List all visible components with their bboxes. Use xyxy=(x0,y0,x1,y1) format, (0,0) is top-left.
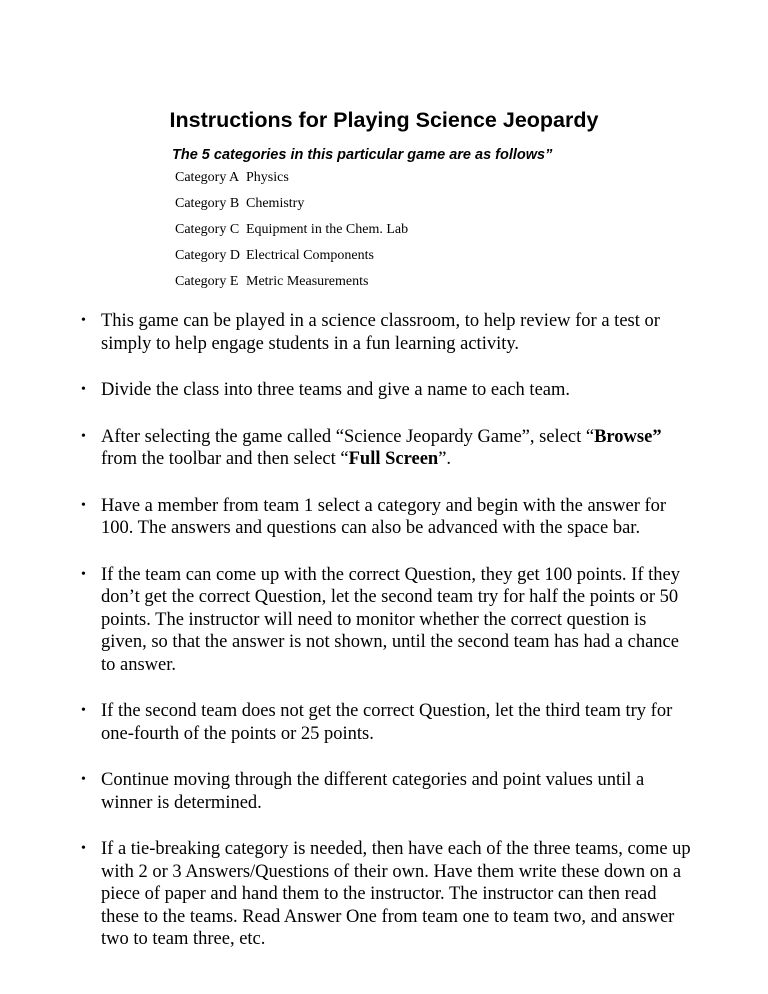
instruction-text: Divide the class into three teams and give a name to each team. xyxy=(101,380,571,400)
bullet-icon: • xyxy=(81,703,86,718)
category-value: Physics xyxy=(246,170,289,185)
instruction-item xyxy=(81,310,691,355)
instruction-text: If a tie-breaking category is needed, then have each of the three teams, come up with 2 or 3 Answers/Questions of their own. Have them write these down on a piece of paper and hand them to the instructor. The instructor can then read these to the teams. Read Answer One from team one to team two, and answer two to team three, etc. xyxy=(101,839,691,949)
instruction-text-part: ”. xyxy=(438,449,452,469)
instruction-item xyxy=(81,838,691,951)
instruction-text: Continue moving through the different categories and point values until a winner is determined. xyxy=(101,770,645,813)
instruction-item xyxy=(81,700,691,745)
instruction-item xyxy=(81,426,691,471)
category-row xyxy=(175,217,408,243)
instruction-item xyxy=(81,769,691,814)
bullet-icon: • xyxy=(81,382,86,397)
instruction-text: Have a member from team 1 select a category and begin with the answer for 100. The answers and questions can also be advanced with the space bar. xyxy=(101,495,667,538)
bullet-icon: • xyxy=(81,772,86,787)
categories-table xyxy=(175,165,408,295)
category-key: Category E xyxy=(175,274,239,289)
instruction-text-part: from the toolbar and then select “ xyxy=(101,449,349,469)
instruction-text-part: After selecting the game called “Science Jeopardy Game”, select “ xyxy=(101,426,595,447)
instruction-text xyxy=(101,427,662,470)
category-key: Category B xyxy=(175,196,240,211)
categories-intro: The 5 categories in this particular game are as follows” xyxy=(172,147,553,163)
category-key: Category A xyxy=(175,170,240,185)
bullet-icon: • xyxy=(81,428,86,444)
bullet-icon: • xyxy=(81,313,86,328)
category-key: Category C xyxy=(175,222,240,237)
instruction-text: If the second team does not get the correct Question, let the third team try for one-fourth of the points or 25 points. xyxy=(101,701,673,744)
category-key: Category D xyxy=(175,248,240,263)
full-screen-label: Full Screen xyxy=(348,449,439,469)
category-row xyxy=(175,191,408,217)
instruction-item xyxy=(81,564,691,677)
category-value: Metric Measurements xyxy=(246,274,369,289)
bullet-icon: • xyxy=(81,497,86,513)
instruction-text: This game can be played in a science classroom, to help review for a test or simply to help engage students in a fun learning activity. xyxy=(101,311,660,354)
category-value: Equipment in the Chem. Lab xyxy=(246,222,409,237)
category-row xyxy=(175,243,408,269)
category-row xyxy=(175,165,408,191)
browse-label: Browse” xyxy=(594,426,662,447)
page-title: Instructions for Playing Science Jeopardy xyxy=(169,108,599,132)
category-value: Chemistry xyxy=(246,196,305,211)
instruction-item xyxy=(81,379,691,402)
instructions-list xyxy=(81,310,691,975)
instruction-item xyxy=(81,495,691,540)
category-value: Electrical Components xyxy=(246,248,374,263)
bullet-icon: • xyxy=(81,566,86,582)
category-row xyxy=(175,269,408,295)
bullet-icon: • xyxy=(81,841,86,856)
instruction-text: If the team can come up with the correct Question, they get 100 points. If they don’t get the correct Question, let the second team try for half the points or 50 points. The instructor will need to monitor whether the correct question is given, so that the answer is not shown, until the second team has had a chance to answer. xyxy=(101,564,680,675)
